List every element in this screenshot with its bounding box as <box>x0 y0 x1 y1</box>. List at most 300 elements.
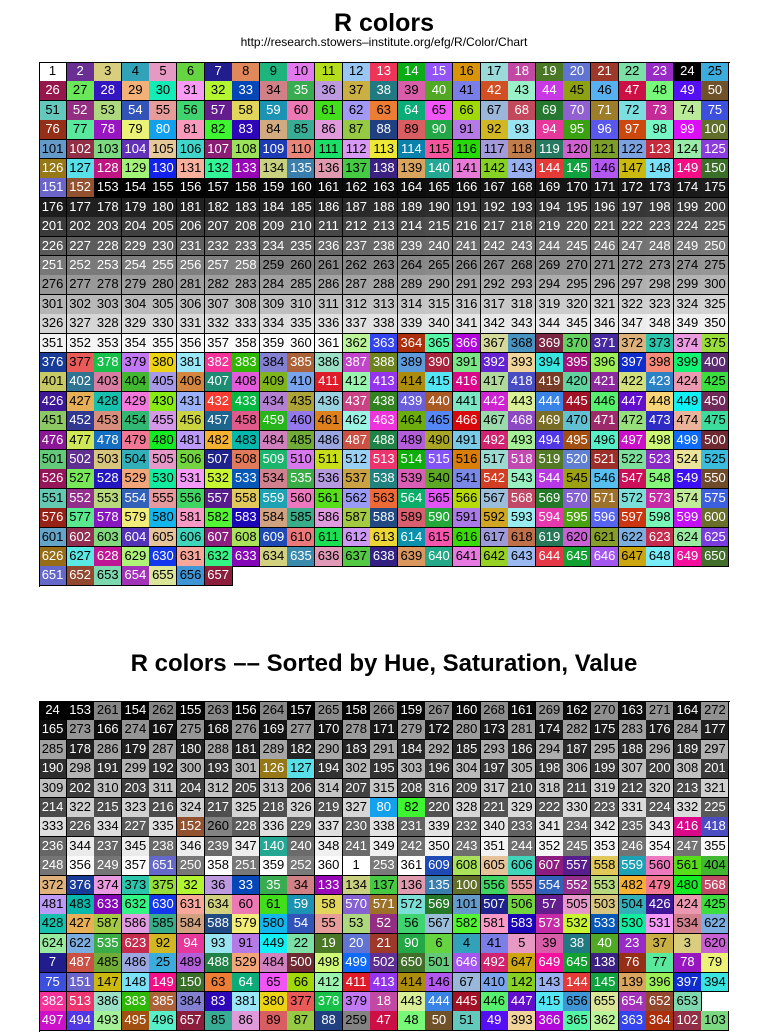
color-swatch-193: 193 <box>508 198 536 218</box>
color-swatch-652: 652 <box>646 992 674 1012</box>
color-swatch-250: 250 <box>701 237 729 257</box>
color-swatch-417: 417 <box>481 372 509 392</box>
color-swatch-404: 404 <box>701 856 729 876</box>
color-swatch-602: 602 <box>67 528 95 548</box>
color-swatch-102: 102 <box>674 1011 702 1031</box>
color-swatch-251: 251 <box>232 856 260 876</box>
color-swatch-58: 58 <box>315 895 343 915</box>
color-swatch-34: 34 <box>287 876 315 896</box>
color-swatch-322: 322 <box>619 295 647 315</box>
color-swatch-540: 540 <box>425 469 453 489</box>
color-swatch-423: 423 <box>646 372 674 392</box>
color-swatch-107: 107 <box>205 140 233 160</box>
color-swatch-65: 65 <box>425 101 453 121</box>
color-swatch-388: 388 <box>370 353 398 373</box>
color-swatch-644: 644 <box>536 547 564 567</box>
color-swatch-557: 557 <box>563 856 591 876</box>
color-swatch-572: 572 <box>398 895 426 915</box>
color-swatch-82: 82 <box>398 798 426 818</box>
color-swatch-531: 531 <box>177 469 205 489</box>
color-swatch-558: 558 <box>591 856 619 876</box>
color-swatch-534: 534 <box>260 469 288 489</box>
color-swatch-7: 7 <box>205 62 233 82</box>
color-swatch-422: 422 <box>619 372 647 392</box>
color-swatch-247: 247 <box>674 837 702 857</box>
color-swatch-184: 184 <box>260 198 288 218</box>
color-swatch-328: 328 <box>94 314 122 334</box>
color-swatch-487: 487 <box>67 953 95 973</box>
color-swatch-357: 357 <box>122 856 150 876</box>
sorted-chart-title: R colors –– Sorted by Hue, Saturation, Value <box>130 650 638 677</box>
color-swatch-143: 143 <box>508 159 536 179</box>
color-swatch-292: 292 <box>481 275 509 295</box>
color-swatch-485: 485 <box>287 431 315 451</box>
color-swatch-271: 271 <box>646 701 674 721</box>
color-swatch-171: 171 <box>591 178 619 198</box>
color-swatch-400: 400 <box>701 353 729 373</box>
color-swatch-208: 208 <box>232 217 260 237</box>
color-swatch-334: 334 <box>260 314 288 334</box>
color-swatch-457: 457 <box>205 411 233 431</box>
color-swatch-581: 581 <box>177 508 205 528</box>
color-swatch-240: 240 <box>287 837 315 857</box>
color-swatch-381: 381 <box>232 992 260 1012</box>
color-swatch-617: 617 <box>481 528 509 548</box>
color-swatch-278: 278 <box>343 720 371 740</box>
color-swatch-579: 579 <box>232 914 260 934</box>
color-swatch-106: 106 <box>177 140 205 160</box>
color-swatch-408: 408 <box>232 372 260 392</box>
color-swatch-197: 197 <box>481 759 509 779</box>
color-swatch-13: 13 <box>370 62 398 82</box>
color-swatch-469: 469 <box>536 411 564 431</box>
color-swatch-505: 505 <box>149 450 177 470</box>
color-swatch-204: 204 <box>177 779 205 799</box>
color-swatch-387: 387 <box>343 353 371 373</box>
color-swatch-399: 399 <box>674 353 702 373</box>
color-swatch-38: 38 <box>563 934 591 954</box>
color-swatch-214: 214 <box>39 798 67 818</box>
color-swatch-320: 320 <box>563 295 591 315</box>
color-swatch-139: 139 <box>398 159 426 179</box>
color-swatch-283: 283 <box>232 275 260 295</box>
color-swatch-67: 67 <box>453 973 481 993</box>
color-swatch-74: 74 <box>674 101 702 121</box>
color-swatch-610: 610 <box>287 528 315 548</box>
color-swatch-230: 230 <box>149 237 177 257</box>
color-swatch-140: 140 <box>260 837 288 857</box>
color-swatch-402: 402 <box>67 372 95 392</box>
color-swatch-519: 519 <box>536 450 564 470</box>
color-swatch-167: 167 <box>481 178 509 198</box>
color-swatch-294: 294 <box>536 740 564 760</box>
color-swatch-194: 194 <box>536 198 564 218</box>
color-swatch-337: 337 <box>343 314 371 334</box>
color-swatch-191: 191 <box>453 198 481 218</box>
color-swatch-579: 579 <box>122 508 150 528</box>
color-swatch-300: 300 <box>177 759 205 779</box>
color-swatch-341: 341 <box>536 817 564 837</box>
color-swatch-537: 537 <box>343 469 371 489</box>
color-swatch-101: 101 <box>39 140 67 160</box>
color-swatch-613: 613 <box>370 528 398 548</box>
color-swatch-351: 351 <box>481 837 509 857</box>
color-swatch-415: 415 <box>536 992 564 1012</box>
color-swatch-21: 21 <box>591 62 619 82</box>
color-swatch-393: 393 <box>508 353 536 373</box>
color-swatch-373: 373 <box>122 876 150 896</box>
color-swatch-173: 173 <box>481 720 509 740</box>
color-swatch-291: 291 <box>370 740 398 760</box>
color-swatch-5: 5 <box>149 62 177 82</box>
color-swatch-555: 555 <box>508 876 536 896</box>
color-swatch-298: 298 <box>67 759 95 779</box>
color-swatch-477: 477 <box>67 431 95 451</box>
color-swatch-481: 481 <box>39 895 67 915</box>
color-swatch-149: 149 <box>674 159 702 179</box>
color-swatch-502: 502 <box>67 450 95 470</box>
color-swatch-211: 211 <box>563 779 591 799</box>
color-swatch-396: 396 <box>591 353 619 373</box>
color-swatch-240: 240 <box>425 237 453 257</box>
color-swatch-112: 112 <box>343 140 371 160</box>
color-swatch-223: 223 <box>591 798 619 818</box>
color-swatch-77: 77 <box>67 120 95 140</box>
color-swatch-444: 444 <box>425 992 453 1012</box>
color-swatch-176: 176 <box>646 720 674 740</box>
color-swatch-432: 432 <box>205 392 233 412</box>
color-swatch-370: 370 <box>563 334 591 354</box>
color-swatch-4: 4 <box>453 934 481 954</box>
color-swatch-335: 335 <box>149 817 177 837</box>
color-swatch-470: 470 <box>563 411 591 431</box>
color-swatch-60: 60 <box>287 101 315 121</box>
color-swatch-92: 92 <box>481 120 509 140</box>
color-swatch-182: 182 <box>205 198 233 218</box>
color-swatch-619: 619 <box>536 528 564 548</box>
color-swatch-51: 51 <box>453 1011 481 1031</box>
color-swatch-343: 343 <box>508 314 536 334</box>
color-swatch-620: 620 <box>701 934 729 954</box>
color-swatch-635: 635 <box>287 547 315 567</box>
color-swatch-7: 7 <box>39 953 67 973</box>
color-swatch-504: 504 <box>619 895 647 915</box>
color-swatch-526: 526 <box>39 469 67 489</box>
color-swatch-299: 299 <box>122 759 150 779</box>
color-swatch-455: 455 <box>149 411 177 431</box>
color-swatch-495: 495 <box>122 1011 150 1031</box>
color-swatch-599: 599 <box>674 508 702 528</box>
color-swatch-114: 114 <box>398 140 426 160</box>
color-swatch-76: 76 <box>619 953 647 973</box>
color-swatch-463: 463 <box>370 411 398 431</box>
color-swatch-175: 175 <box>701 178 729 198</box>
color-swatch-349: 349 <box>370 837 398 857</box>
color-swatch-125: 125 <box>701 140 729 160</box>
color-swatch-368: 368 <box>508 334 536 354</box>
color-swatch-416: 416 <box>674 817 702 837</box>
color-swatch-188: 188 <box>619 740 647 760</box>
color-swatch-390: 390 <box>425 353 453 373</box>
color-swatch-69: 69 <box>536 101 564 121</box>
color-swatch-449: 449 <box>260 934 288 954</box>
color-swatch-17: 17 <box>481 62 509 82</box>
color-swatch-203: 203 <box>94 217 122 237</box>
color-swatch-352: 352 <box>67 334 95 354</box>
color-swatch-149: 149 <box>149 973 177 993</box>
color-swatch-134: 134 <box>343 876 371 896</box>
color-swatch-583: 583 <box>232 508 260 528</box>
color-swatch-49: 49 <box>481 1011 509 1031</box>
color-swatch-235: 235 <box>287 237 315 257</box>
color-swatch-443: 443 <box>508 392 536 412</box>
color-swatch-171: 171 <box>370 720 398 740</box>
color-swatch-556: 556 <box>177 489 205 509</box>
color-swatch-19: 19 <box>536 62 564 82</box>
color-swatch-248: 248 <box>39 856 67 876</box>
color-swatch-369: 369 <box>536 334 564 354</box>
color-swatch-90: 90 <box>398 934 426 954</box>
color-swatch-239: 239 <box>398 237 426 257</box>
color-swatch-53: 53 <box>343 914 371 934</box>
color-swatch-378: 378 <box>94 353 122 373</box>
color-swatch-175: 175 <box>591 720 619 740</box>
color-swatch-377: 377 <box>287 992 315 1012</box>
color-swatch-277: 277 <box>67 275 95 295</box>
color-swatch-442: 442 <box>481 392 509 412</box>
color-swatch-478: 478 <box>94 431 122 451</box>
color-swatch-148: 148 <box>122 973 150 993</box>
color-swatch-109: 109 <box>260 140 288 160</box>
color-swatch-293: 293 <box>481 740 509 760</box>
color-swatch-279: 279 <box>122 275 150 295</box>
color-swatch-467: 467 <box>481 411 509 431</box>
color-swatch-85: 85 <box>205 1011 233 1031</box>
color-swatch-506: 506 <box>508 895 536 915</box>
color-swatch-316: 316 <box>425 779 453 799</box>
color-swatch-269: 269 <box>536 701 564 721</box>
color-swatch-122: 122 <box>619 140 647 160</box>
color-swatch-172: 172 <box>619 178 647 198</box>
color-swatch-265: 265 <box>315 701 343 721</box>
color-swatch-263: 263 <box>370 256 398 276</box>
color-swatch-424: 424 <box>674 895 702 915</box>
color-swatch-58: 58 <box>232 101 260 121</box>
color-swatch-22: 22 <box>619 62 647 82</box>
color-swatch-253: 253 <box>94 256 122 276</box>
color-swatch-318: 318 <box>508 295 536 315</box>
color-swatch-561: 561 <box>315 489 343 509</box>
color-swatch-554: 554 <box>536 876 564 896</box>
color-swatch-140: 140 <box>425 159 453 179</box>
color-swatch-505: 505 <box>563 895 591 915</box>
color-swatch-634: 634 <box>205 895 233 915</box>
color-swatch-297: 297 <box>701 740 729 760</box>
color-swatch-338: 338 <box>370 817 398 837</box>
color-swatch-156: 156 <box>177 178 205 198</box>
color-swatch-280: 280 <box>149 275 177 295</box>
color-swatch-379: 379 <box>122 353 150 373</box>
color-swatch-534: 534 <box>674 914 702 934</box>
color-swatch-535: 535 <box>94 934 122 954</box>
color-swatch-65: 65 <box>260 973 288 993</box>
color-swatch-545: 545 <box>563 469 591 489</box>
color-swatch-345: 345 <box>122 837 150 857</box>
color-swatch-103: 103 <box>701 1011 729 1031</box>
color-swatch-303: 303 <box>398 759 426 779</box>
color-swatch-321: 321 <box>701 779 729 799</box>
color-swatch-143: 143 <box>536 973 564 993</box>
color-swatch-218: 218 <box>508 217 536 237</box>
color-swatch-647: 647 <box>508 953 536 973</box>
color-swatch-84: 84 <box>260 120 288 140</box>
color-swatch-406: 406 <box>177 372 205 392</box>
color-swatch-206: 206 <box>177 217 205 237</box>
color-swatch-628: 628 <box>94 547 122 567</box>
color-swatch-236: 236 <box>315 237 343 257</box>
color-swatch-450: 450 <box>701 392 729 412</box>
color-swatch-367: 367 <box>481 334 509 354</box>
color-swatch-418: 418 <box>508 372 536 392</box>
color-swatch-310: 310 <box>94 779 122 799</box>
color-swatch-334: 334 <box>94 817 122 837</box>
color-swatch-31: 31 <box>177 81 205 101</box>
color-swatch-234: 234 <box>563 817 591 837</box>
color-swatch-480: 480 <box>674 876 702 896</box>
color-swatch-152: 152 <box>67 178 95 198</box>
color-swatch-326: 326 <box>39 314 67 334</box>
color-swatch-410: 410 <box>481 973 509 993</box>
color-swatch-329: 329 <box>122 314 150 334</box>
color-swatch-91: 91 <box>232 934 260 954</box>
color-swatch-447: 447 <box>619 392 647 412</box>
color-swatch-305: 305 <box>508 759 536 779</box>
color-swatch-189: 189 <box>674 740 702 760</box>
color-swatch-567: 567 <box>481 489 509 509</box>
color-swatch-482: 482 <box>205 431 233 451</box>
color-swatch-98: 98 <box>646 120 674 140</box>
color-swatch-180: 180 <box>177 740 205 760</box>
color-swatch-135: 135 <box>287 159 315 179</box>
color-swatch-536: 536 <box>315 469 343 489</box>
color-swatch-150: 150 <box>177 973 205 993</box>
color-swatch-232: 232 <box>205 237 233 257</box>
color-swatch-530: 530 <box>149 469 177 489</box>
color-swatch-121: 121 <box>591 140 619 160</box>
color-swatch-184: 184 <box>398 740 426 760</box>
color-swatch-159: 159 <box>398 701 426 721</box>
color-swatch-483: 483 <box>67 895 95 915</box>
color-swatch-225: 225 <box>701 798 729 818</box>
color-swatch-371: 371 <box>591 334 619 354</box>
color-swatch-350: 350 <box>701 314 729 334</box>
color-swatch-198: 198 <box>536 759 564 779</box>
color-swatch-355: 355 <box>701 837 729 857</box>
color-swatch-163: 163 <box>619 701 647 721</box>
color-swatch-342: 342 <box>481 314 509 334</box>
color-swatch-133: 133 <box>315 876 343 896</box>
color-swatch-586: 586 <box>122 914 150 934</box>
color-swatch-270: 270 <box>563 256 591 276</box>
color-swatch-583: 583 <box>508 914 536 934</box>
color-swatch-211: 211 <box>315 217 343 237</box>
color-swatch-454: 454 <box>122 411 150 431</box>
grid-frame <box>39 62 730 587</box>
color-swatch-352: 352 <box>536 837 564 857</box>
color-swatch-499: 499 <box>674 431 702 451</box>
color-swatch-437: 437 <box>343 392 371 412</box>
color-swatch-89: 89 <box>398 120 426 140</box>
color-swatch-327: 327 <box>67 314 95 334</box>
color-swatch-215: 215 <box>94 798 122 818</box>
color-swatch-157: 157 <box>287 701 315 721</box>
color-swatch-498: 498 <box>646 431 674 451</box>
color-swatch-116: 116 <box>453 140 481 160</box>
color-swatch-506: 506 <box>177 450 205 470</box>
color-swatch-313: 313 <box>370 295 398 315</box>
color-swatch-64: 64 <box>232 973 260 993</box>
color-swatch-30: 30 <box>149 81 177 101</box>
color-swatch-296: 296 <box>646 740 674 760</box>
color-swatch-412: 412 <box>315 973 343 993</box>
color-swatch-302: 302 <box>67 295 95 315</box>
color-swatch-438: 438 <box>370 392 398 412</box>
color-swatch-341: 341 <box>453 314 481 334</box>
color-swatch-43: 43 <box>508 81 536 101</box>
color-swatch-594: 594 <box>536 508 564 528</box>
color-swatch-446: 446 <box>481 992 509 1012</box>
color-swatch-62: 62 <box>343 101 371 121</box>
color-swatch-233: 233 <box>232 237 260 257</box>
color-swatch-71: 71 <box>591 101 619 121</box>
color-swatch-18: 18 <box>370 992 398 1012</box>
color-swatch-552: 552 <box>67 489 95 509</box>
color-swatch-500: 500 <box>287 953 315 973</box>
color-swatch-414: 414 <box>398 372 426 392</box>
color-swatch-435: 435 <box>287 392 315 412</box>
color-swatch-44: 44 <box>536 81 564 101</box>
color-swatch-375: 375 <box>701 334 729 354</box>
color-swatch-136: 136 <box>315 159 343 179</box>
color-swatch-213: 213 <box>674 779 702 799</box>
color-swatch-307: 307 <box>619 759 647 779</box>
color-swatch-364: 364 <box>646 1011 674 1031</box>
color-swatch-298: 298 <box>646 275 674 295</box>
color-swatch-411: 411 <box>343 973 371 993</box>
color-swatch-304: 304 <box>453 759 481 779</box>
color-swatch-501: 501 <box>425 953 453 973</box>
color-swatch-267: 267 <box>481 256 509 276</box>
color-swatch-248: 248 <box>646 237 674 257</box>
color-swatch-315: 315 <box>425 295 453 315</box>
color-swatch-641: 641 <box>453 547 481 567</box>
color-swatch-385: 385 <box>287 353 315 373</box>
color-swatch-373: 373 <box>646 334 674 354</box>
color-swatch-198: 198 <box>646 198 674 218</box>
color-swatch-560: 560 <box>287 489 315 509</box>
color-swatch-501: 501 <box>39 450 67 470</box>
color-swatch-38: 38 <box>370 81 398 101</box>
color-swatch-484: 484 <box>260 431 288 451</box>
color-swatch-649: 649 <box>674 547 702 567</box>
color-swatch-160: 160 <box>453 701 481 721</box>
color-swatch-323: 323 <box>646 295 674 315</box>
color-swatch-238: 238 <box>149 837 177 857</box>
color-swatch-178: 178 <box>94 198 122 218</box>
color-swatch-139: 139 <box>619 973 647 993</box>
color-swatch-197: 197 <box>619 198 647 218</box>
color-swatch-16: 16 <box>453 62 481 82</box>
